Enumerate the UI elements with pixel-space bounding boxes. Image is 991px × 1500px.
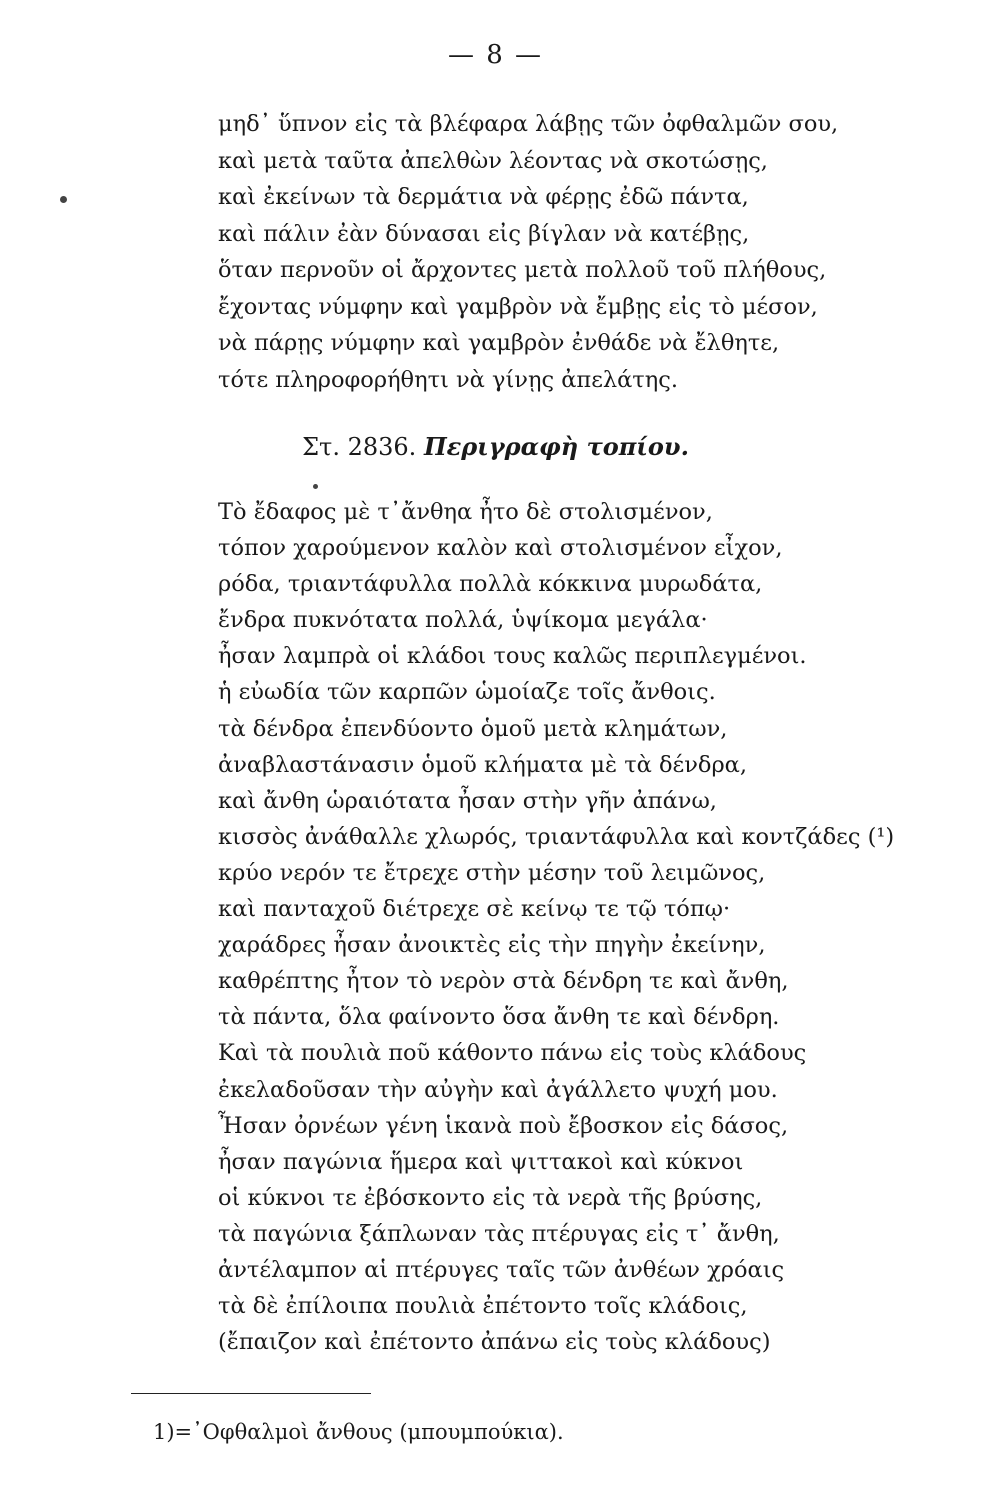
verse-line: ἔχοντας νύμφην καὶ γαμβρὸν νὰ ἔμβῃς εἰς τὸ μέσον, xyxy=(218,293,818,320)
verse-line: χαράδρες ἦσαν ἀνοικτὲς εἰς τὴν πηγὴν ἐκείνην, xyxy=(218,932,766,959)
verse-line: ἐκελαδοῦσαν τὴν αὐγὴν καὶ ἀγάλλετο ψυχή μου. xyxy=(218,1076,778,1103)
verse-line: ρόδα, τριαντάφυλλα πολλὰ κόκκινα μυρωδάτα, xyxy=(218,571,763,598)
verse-line: ἔνδρα πυκνότατα πολλά, ὑψίκομα μεγάλα· xyxy=(218,607,708,634)
verse-line: τὰ δένδρα ἐπενδύοντο ὁμοῦ μετὰ κλημάτων, xyxy=(218,715,728,742)
verse-line: ἀντέλαμπον αἱ πτέρυγες ταῖς τῶν ἀνθέων χρόαις xyxy=(218,1256,785,1283)
verse-line: τὰ παγώνια ξάπλωναν τὰς πτέρυγας εἰς τ᾽ ἄνθη, xyxy=(218,1220,780,1247)
verse-line: ἦσαν λαμπρὰ οἱ κλάδοι τους καλῶς περιπλεγμένοι. xyxy=(218,643,807,670)
page-number: — 8 — xyxy=(447,40,544,70)
verse-line: καὶ πανταχοῦ διέτρεχε σὲ κείνῳ τε τῷ τόπῳ· xyxy=(218,896,731,923)
verse-line: ὅταν περνοῦν οἱ ἄρχοντες μετὰ πολλοῦ τοῦ πλήθους, xyxy=(218,257,827,283)
verse-line: ἀναβλαστάνασιν ὁμοῦ κλήματα μὲ τὰ δένδρα, xyxy=(218,751,748,778)
verse-line: τόπον χαρούμενον καλὸν καὶ στολισμένον εἶχον, xyxy=(218,535,783,562)
verse-line: καὶ πάλιν ἐὰν δύνασαι εἰς βίγλαν νὰ κατέβῃς, xyxy=(218,220,750,247)
verse-reference: Στ. 2836. xyxy=(302,433,417,461)
verse-line: καὶ ἐκείνων τὰ δερμάτια νὰ φέρῃς ἐδῶ πάντα, xyxy=(218,184,749,210)
verse-line: κρύο νερόν τε ἔτρεχε στὴν μέσην τοῦ λειμῶνος, xyxy=(218,859,766,886)
verse-line: οἱ κύκνοι τε ἐβόσκοντο εἰς τὰ νερὰ τῆς βρύσης, xyxy=(218,1184,763,1211)
footnote: 1)=᾿Οφθαλμοὶ ἄνθους (μπουμπούκια). xyxy=(153,1420,564,1444)
verse-line: νὰ πάρῃς νύμφην καὶ γαμβρὸν ἐνθάδε νὰ ἔλθητε, xyxy=(218,330,780,356)
verse-line: τότε πληροφορήθητι νὰ γίνῃς ἀπελάτης. xyxy=(218,366,678,393)
verse-line: καθρέπτης ἦτον τὸ νερὸν στὰ δένδρη τε καὶ ἄνθη, xyxy=(218,968,789,995)
section-heading xyxy=(0,432,991,461)
ink-speck xyxy=(60,196,67,203)
verse-line: τὰ πάντα, ὅλα φαίνοντο ὅσα ἄνθη τε καὶ δένδρη. xyxy=(218,1004,780,1031)
ink-speck xyxy=(313,484,318,489)
verse-line: Καὶ τὰ πουλιὰ ποῦ κάθοντο πάνω εἰς τοὺς κλάδους xyxy=(218,1040,807,1067)
verse-line: Τὸ ἔδαφος μὲ τ᾽ἄνθηα ἦτο δὲ στολισμένον, xyxy=(218,499,713,525)
section-title: Περιγραφὴ τοπίου. xyxy=(423,432,689,461)
verse-line: τὰ δὲ ἐπίλοιπα πουλιὰ ἐπέτοντο τοῖς κλάδοις, xyxy=(218,1293,748,1320)
verse-stanza-1 xyxy=(218,106,918,398)
footnote-divider xyxy=(131,1393,371,1394)
verse-stanza-2 xyxy=(218,494,918,1360)
verse-line: (ἔπαιζον καὶ ἐπέτοντο ἀπάνω εἰς τοὺς κλάδους) xyxy=(218,1329,771,1356)
verse-line: ἦσαν παγώνια ἥμερα καὶ ψιττακοὶ καὶ κύκνοι xyxy=(218,1148,744,1175)
verse-line: καὶ ἄνθη ὡραιότατα ἦσαν στὴν γῆν ἀπάνω, xyxy=(218,787,717,814)
verse-line: Ἦσαν ὀρνέων γένη ἱκανὰ ποὺ ἔβοσκον εἰς δάσος, xyxy=(218,1112,789,1139)
verse-line: καὶ μετὰ ταῦτα ἀπελθὼν λέοντας νὰ σκοτώσῃς, xyxy=(218,147,768,174)
verse-line: μηδ᾽ ὕπνον εἰς τὰ βλέφαρα λάβῃς τῶν ὀφθαλμῶν σου, xyxy=(218,111,839,137)
verse-line: κισσὸς ἀνάθαλλε χλωρός, τριαντάφυλλα καὶ κοντζάδες (¹) xyxy=(218,823,895,850)
verse-line: ἡ εὐωδία τῶν καρπῶν ὡμοίαζε τοῖς ἄνθοις. xyxy=(218,679,716,706)
